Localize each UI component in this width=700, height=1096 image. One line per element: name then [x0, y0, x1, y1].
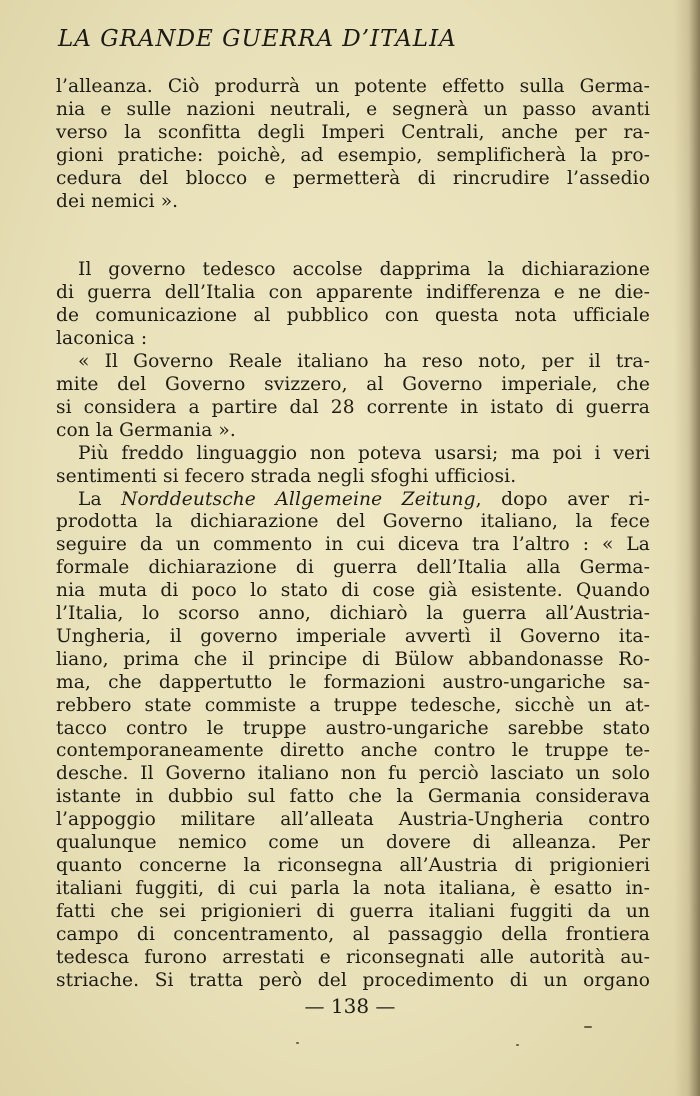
paragraph	[56, 443, 650, 489]
text-line: mite del Governo svizzero, al Governo imperiale, che	[56, 373, 650, 395]
text-line: di guerra dell’Italia con apparente indifferenza e ne die-	[56, 282, 650, 304]
paragraph	[56, 351, 650, 443]
paper-speck	[584, 1026, 592, 1028]
text-line: rebbero state commiste a truppe tedesche, sicchè un at-	[56, 694, 650, 716]
text-line: La Norddeutsche Allgemeine Zeitung, dopo aver ri-	[78, 488, 650, 510]
text-line: desche. Il Governo italiano non fu perciò lasciato un solo	[56, 763, 650, 785]
text-line: seguire da un commento in cui diceva tra l’altro : « La	[56, 534, 650, 556]
running-head: LA GRANDE GUERRA D’ITALIA	[58, 26, 457, 52]
text-line: contemporaneamente diretto anche contro le truppe te-	[56, 740, 650, 762]
paragraph	[56, 259, 650, 351]
text-line: fatti che sei prigionieri di guerra italiani fuggiti da un	[56, 900, 650, 922]
text-line: verso la sconfitta degli Imperi Centrali, anche per ra-	[56, 121, 650, 143]
text-line: l’Italia, lo scorso anno, dichiarò la guerra all’Austria-	[56, 603, 650, 625]
newspaper-title: Norddeutsche Allgemeine Zeitung	[121, 488, 476, 510]
text-line: tacco contro le truppe austro-ungariche sarebbe stato	[56, 717, 650, 739]
page-number: — 138 —	[304, 994, 396, 1018]
paragraph	[56, 489, 650, 993]
text-line: formale dichiarazione di guerra dell’Italia alla Germa-	[56, 557, 650, 579]
text-line: con la Germania ».	[56, 419, 236, 441]
body-text	[56, 76, 650, 992]
text-line: l’appoggio militare all’alleata Austria-Ungheria contro	[56, 809, 650, 831]
text-line: campo di concentramento, al passaggio della frontiera	[56, 923, 650, 945]
text-line: gioni pratiche: poichè, ad esempio, semplificherà la pro-	[56, 144, 650, 166]
text-line: quanto concerne la riconsegna all’Austria di prigionieri	[56, 855, 650, 876]
text-line: istante in dubbio sul fatto che la Germania considerava	[56, 786, 650, 808]
text-line: sentimenti si fecero strada negli sfoghi ufficiosi.	[56, 465, 517, 487]
text-line: striache. Si tratta però del procedimento di un organo	[56, 969, 650, 991]
text-line: prodotta la dichiarazione del Governo italiano, la fece	[56, 511, 650, 533]
text-line: Il governo tedesco accolse dapprima la dichiarazione	[78, 259, 650, 281]
paper-speck	[296, 1042, 299, 1044]
text-line: « Il Governo Reale italiano ha reso noto, per il tra-	[78, 351, 650, 373]
text-line: l’alleanza. Ciò produrrà un potente effetto sulla Germa-	[56, 76, 650, 97]
text-line: de comunicazione al pubblico con questa nota ufficiale	[56, 305, 650, 327]
text-line: tedesca furono arrestati e riconsegnati alle autorità au-	[56, 946, 650, 968]
text-line: nia muta di poco lo stato di cose già esistente. Quando	[56, 580, 650, 602]
text-line: laconica :	[56, 328, 148, 350]
text-line: dei nemici ».	[56, 190, 179, 212]
text-line: nia e sulle nazioni neutrali, e segnerà un passo avanti	[56, 98, 650, 120]
text-line: Ungheria, il governo imperiale avvertì il Governo ita-	[56, 625, 650, 647]
text-line: liano, prima che il principe di Bülow abbandonasse Ro-	[56, 648, 650, 670]
text-line: qualunque nemico come un dovere di alleanza. Per	[56, 832, 650, 854]
text-line: ma, che dappertutto le formazioni austro-ungariche sa-	[56, 671, 650, 693]
paragraph	[56, 76, 650, 213]
section-gap	[56, 213, 650, 259]
page-edge-shadow	[674, 0, 700, 1096]
paper-speck	[516, 1044, 519, 1046]
text-line: Più freddo linguaggio non poteva usarsi; ma poi i veri	[78, 442, 650, 464]
text-line: cedura del blocco e permetterà di rincrudire l’assedio	[56, 167, 650, 189]
text-line: si considera a partire dal 28 corrente in istato di guerra	[56, 396, 650, 418]
text-line: italiani fuggiti, di cui parla la nota italiana, è esatto in-	[56, 877, 650, 899]
